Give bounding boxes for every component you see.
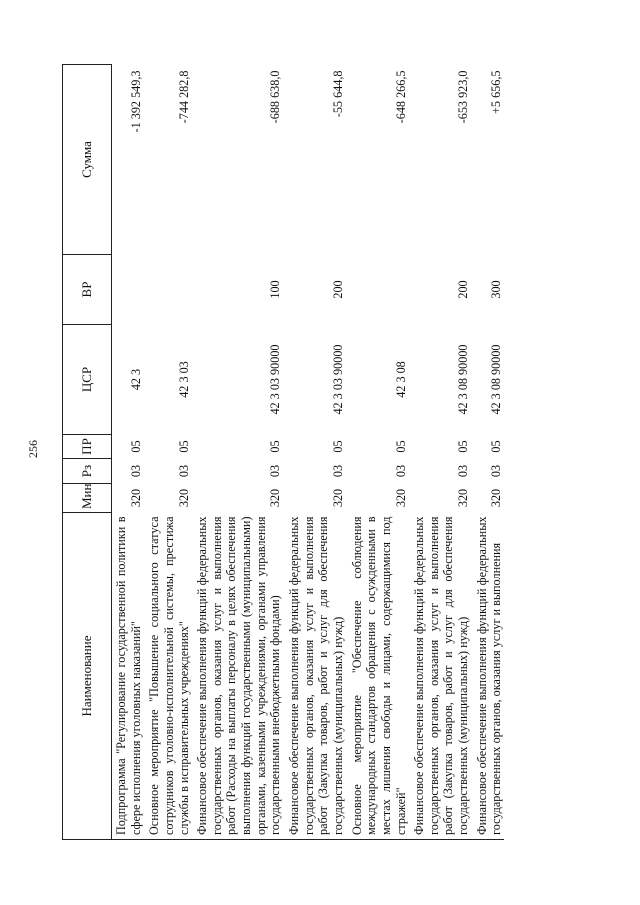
row-rz: 03: [489, 464, 504, 478]
row-vr: 100: [268, 280, 283, 299]
row-vr: 200: [456, 280, 471, 299]
row-min: 320: [393, 488, 408, 508]
row-rz: 03: [393, 464, 408, 478]
header-csr: ЦСР: [63, 325, 112, 435]
budget-table-page: [62, 65, 598, 840]
row-pr: 05: [393, 440, 408, 453]
row-min: 320: [456, 488, 471, 508]
table-row: [193, 65, 285, 840]
row-pr: 05: [176, 440, 191, 453]
row-min: 320: [128, 488, 143, 508]
row-sum: +5 656,5: [489, 70, 504, 114]
row-name: Финансовое обеспечение выполнения функций федеральных государственных органов, оказания услуг и выполнения работ (Расходы на выплаты персоналу в целях обеспечения выполнения функций государственными (муниципальными) органами, казенными учреждениями, органами управления государственными внебюджетными фондами): [193, 513, 285, 840]
row-pr: 05: [330, 440, 345, 453]
row-sum: -688 638,0: [268, 70, 283, 124]
row-csr: 42 3: [128, 368, 143, 391]
row-rz: 03: [268, 464, 283, 478]
row-min: 320: [268, 488, 283, 508]
table-row: [145, 65, 193, 840]
header-name: Наименование: [63, 513, 112, 840]
row-vr: 200: [330, 280, 345, 299]
row-vr: 300: [489, 280, 504, 299]
header-sum: Сумма: [63, 65, 112, 255]
table-row: [348, 65, 411, 840]
row-min: 320: [176, 488, 191, 508]
row-min: 320: [330, 488, 345, 508]
row-name: Основное мероприятие "Повышение социального статуса сотрудников уголовно-исполнительной системы, престижа службы в исправительных учреждениях": [145, 513, 193, 840]
header-rz: Рз: [63, 459, 112, 484]
row-pr: 05: [456, 440, 471, 453]
table-row: [285, 65, 348, 840]
header-pr: ПР: [63, 435, 112, 459]
row-pr: 05: [489, 440, 504, 453]
row-sum: -744 282,8: [176, 70, 191, 124]
row-name: Подпрограмма "Регулирование государственной политики в сфере исполнения уголовных наказаний": [112, 513, 146, 840]
row-csr: 42 3 03 90000: [268, 344, 283, 415]
table-header-row: [63, 65, 112, 840]
row-sum: -648 266,5: [393, 70, 408, 124]
header-min: Мин: [63, 484, 112, 513]
row-csr: 42 3 03: [176, 361, 191, 398]
row-csr: 42 3 08 90000: [489, 344, 504, 415]
row-csr: 42 3 03 90000: [330, 344, 345, 415]
row-min: 320: [489, 488, 504, 508]
row-csr: 42 3 08 90000: [456, 344, 471, 415]
row-sum: -653 923,0: [456, 70, 471, 124]
row-sum: -55 644,8: [330, 70, 345, 118]
row-name: Финансовое обеспечение выполнения функций федеральных государственных органов, оказания услуг и выполнения работ (Закупка товаров, работ и услуг для обеспечения государственных (муниципальных) нужд): [410, 513, 473, 840]
row-rz: 03: [128, 464, 143, 478]
row-vr: [112, 255, 146, 325]
page-number: 256: [26, 440, 40, 458]
budget-table: [62, 64, 504, 840]
row-vr: [348, 255, 411, 325]
row-sum: -1 392 549,3: [128, 70, 143, 133]
table-row: [473, 65, 504, 840]
row-pr: 05: [268, 440, 283, 453]
header-vr: ВР: [63, 255, 112, 325]
row-rz: 03: [176, 464, 191, 478]
table-row: [410, 65, 473, 840]
row-rz: 03: [330, 464, 345, 478]
row-name: Финансовое обеспечение выполнения функций федеральных государственных органов, оказания услуг и выполнения работ (Закупка товаров, работ и услуг для обеспечения государственных (муниципальных) нужд): [285, 513, 348, 840]
row-csr: 42 3 08: [393, 361, 408, 398]
row-rz: 03: [456, 464, 471, 478]
row-vr: [145, 255, 193, 325]
table-row: [112, 65, 146, 840]
row-name: Финансовое обеспечение выполнения функций федеральных государственных органов, оказания услуг и выполнения: [473, 513, 504, 840]
row-pr: 05: [128, 440, 143, 453]
row-name: Основное мероприятие "Обеспечение соблюдения международных стандартов обращения с осужденными в местах лишения свободы и лицами, содержащимися под стражей": [348, 513, 411, 840]
